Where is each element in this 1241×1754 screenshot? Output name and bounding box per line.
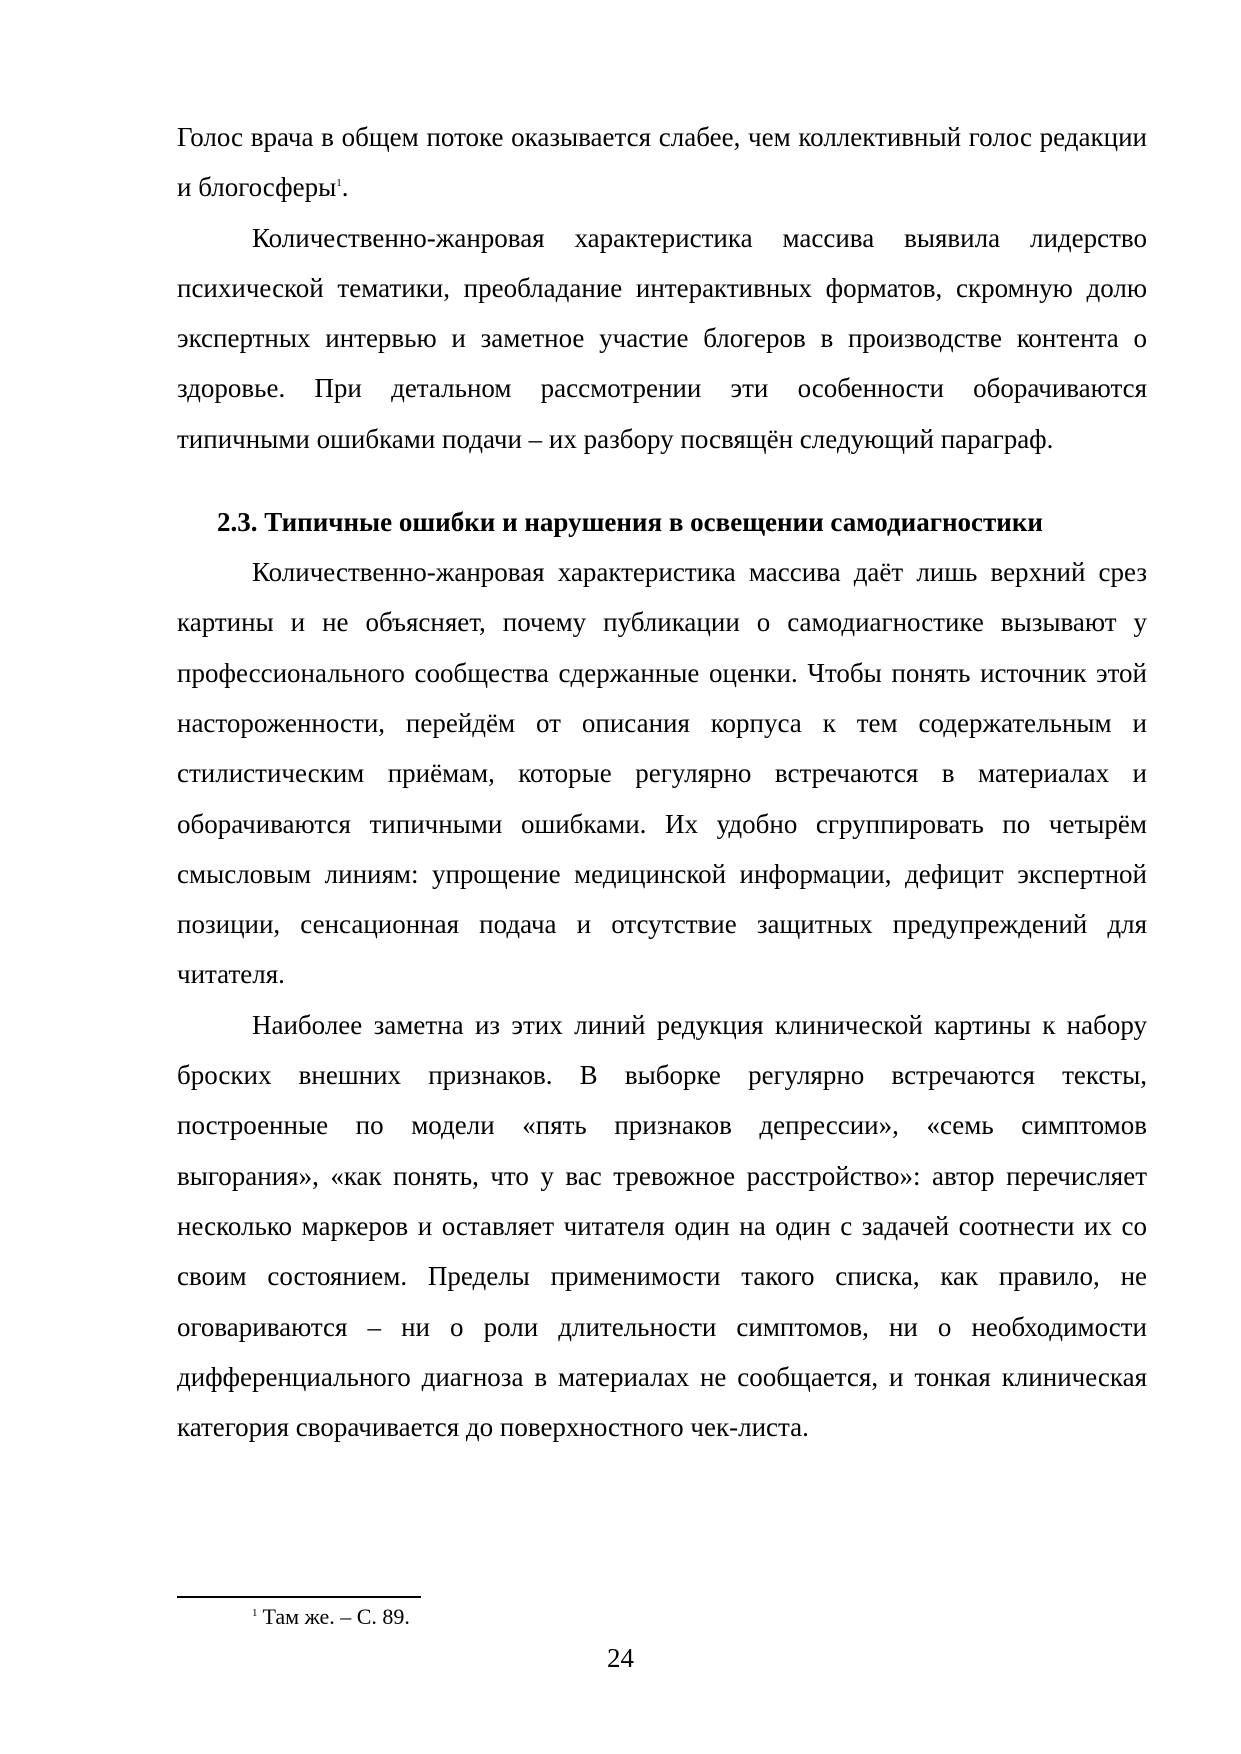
paragraph-1-end: . [341,172,349,203]
paragraph-4: Наиболее заметна из этих линий редукция клинической картины к набору броских внешних признаков. В выборке регулярно встречаются тексты, построенные по модели «пять признаков депрессии», «семь симптомов выгорания», «как понять, что у вас тревожное расстройство»: автор перечисляет несколько маркеров и оставляет читателя один на один с задачей соотнести их со своим состоянием. Пределы применимости такого списка, как правило, не оговариваются – ни о роли длительности симптомов, ни о необходимости дифференциального диагноза в материалах не сообщается, и тонкая клиническая категория сворачивается до поверхностного чек-листа. [177,1009,1147,1443]
footnote-text: Там же. – С. 89. [262,1604,410,1629]
footnote-reference[interactable]: 1 [336,177,342,190]
paragraph-2: Количественно-жанровая характеристика массива выявила лидерство психической тематики, преобладание интерактивных форматов, скромную долю экспертных интервью и заметное участие блогеров в производстве контента о здоровье. При детальном рассмотрении эти особенности оборачиваются типичными ошибками подачи – их разбору посвящён следующий параграф. [177,222,1147,454]
footnote [252,1602,410,1632]
paragraph-1-text: Голос врача в общем потоке оказывается слабее, чем коллективный голос редакции и блогосферы [177,122,1147,203]
section-heading: 2.3. Типичные ошибки и нарушения в освещении самодиагностики [217,507,1043,538]
page-body [177,112,1147,1452]
paragraph-3: Количественно-жанровая характеристика массива даёт лишь верхний срез картины и не объясняет, почему публикации о самодиагностике вызывают у профессионального сообщества сдержанные оценки. Чтобы понять источник этой настороженности, перейдём от описания корпуса к тем содержательным и стилистическим приёмам, которые регулярно встречаются в материалах и оборачиваются типичными ошибками. Их удобно сгруппировать по четырём смысловым линиям: упрощение медицинской информации, дефицит экспертной позиции, сенсационная подача и отсутствие защитных предупреждений для читателя. [177,557,1147,990]
footnote-mark: 1 [252,1606,258,1619]
paragraph-1 [177,112,1147,213]
page-number: 24 [607,1643,634,1673]
footnote-divider [177,1596,421,1598]
